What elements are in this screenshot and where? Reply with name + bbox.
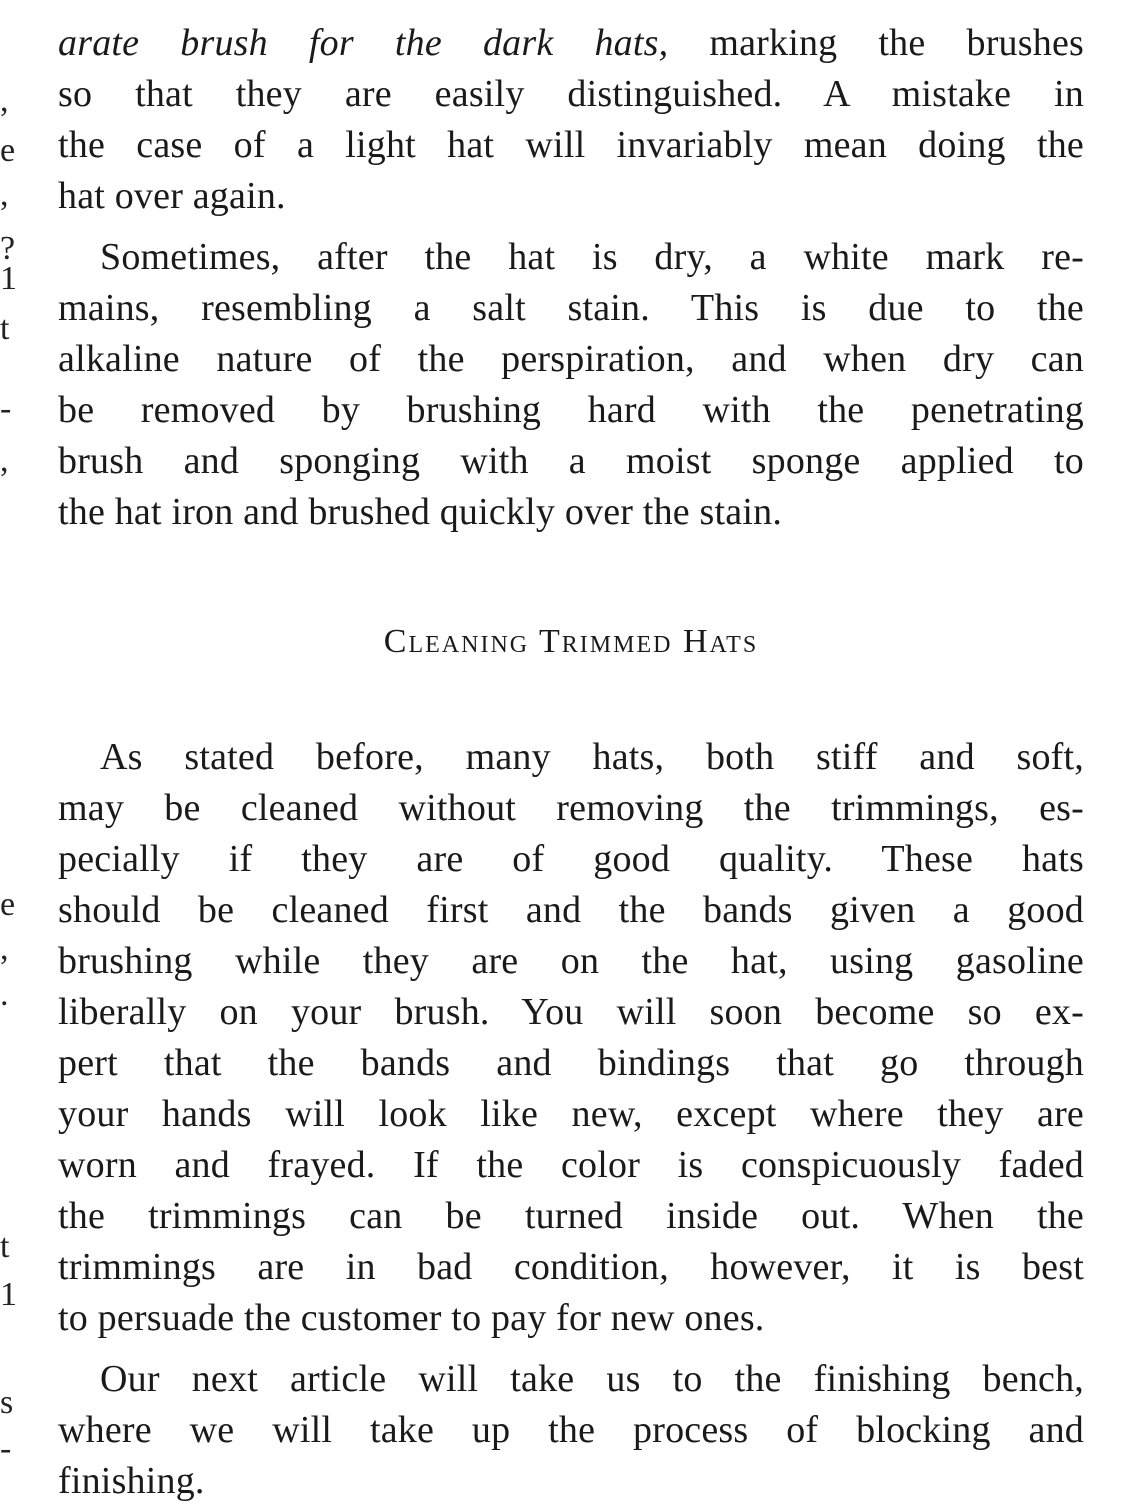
margin-mark: , [0,442,9,479]
text-line: hat over again. [58,175,286,217]
left-margin-bleed [0,0,30,1487]
text-line: pert that the bands and bindings that go through [58,1042,1084,1084]
text-span: marking the brushes [668,22,1084,64]
margin-mark: 1 [0,1276,17,1313]
text-line: brushing while they are on the hat, using gasoline [58,940,1084,982]
text-line: finishing. [58,1460,205,1502]
paragraph-next-article [58,1354,1084,1507]
text-line: so that they are easily distinguished. A mistake in [58,73,1084,115]
margin-mark: e [0,886,16,923]
text-line: Our next article will take us to the finishing bench, [100,1358,1084,1400]
text-line: the case of a light hat will invariably mean doing the [58,124,1084,166]
section-heading: Cleaning Trimmed Hats [383,623,759,660]
text-line: be removed by brushing hard with the penetrating [58,389,1084,431]
text-line: to persuade the customer to pay for new ones. [58,1297,765,1339]
margin-mark: ? [0,230,16,267]
margin-mark: . [0,976,9,1013]
text-line: where we will take up the process of blocking and [58,1409,1084,1451]
text-line: pecially if they are of good quality. These hats [58,838,1084,880]
text-line: As stated before, many hats, both stiff and soft, [100,736,1084,778]
margin-mark: , [0,176,9,213]
text-line: brush and sponging with a moist sponge applied to [58,440,1084,482]
margin-mark: , [0,82,9,119]
text-line: liberally on your brush. You will soon become so ex- [58,991,1084,1033]
text-line: should be cleaned first and the bands given a good [58,889,1084,931]
text-column [58,18,1084,1507]
text-line: worn and frayed. If the color is conspicuously faded [58,1144,1084,1186]
text-line: your hands will look like new, except where they are [58,1093,1084,1135]
paragraph-trimmed-hats [58,732,1084,1344]
text-line: the hat iron and brushed quickly over the stain. [58,491,783,533]
text-line: mains, resembling a salt stain. This is due to the [58,287,1084,329]
margin-mark: - [0,390,12,427]
margin-mark: - [0,1430,12,1467]
paragraph-continued [58,18,1084,222]
paragraph-salt-stain [58,232,1084,538]
text-line: alkaline nature of the perspiration, and when dry can [58,338,1084,380]
paragraph-gap [58,222,1084,232]
paragraph-gap [58,1344,1084,1354]
margin-mark: e [0,132,16,169]
text-line: may be cleaned without removing the trimmings, es- [58,787,1084,829]
text-line: Sometimes, after the hat is dry, a white mark re- [100,236,1084,278]
text-line: trimmings are in bad condition, however, it is best [58,1246,1084,1288]
margin-mark: , [0,930,9,967]
italic-phrase: arate brush for the dark hats, [58,22,669,64]
margin-mark: 1 [0,260,17,297]
margin-mark: s [0,1384,14,1421]
text-line: the trimmings can be turned inside out. When the [58,1195,1084,1237]
margin-mark: t [0,1228,10,1265]
text-line [58,18,1084,69]
margin-mark: t [0,310,10,347]
